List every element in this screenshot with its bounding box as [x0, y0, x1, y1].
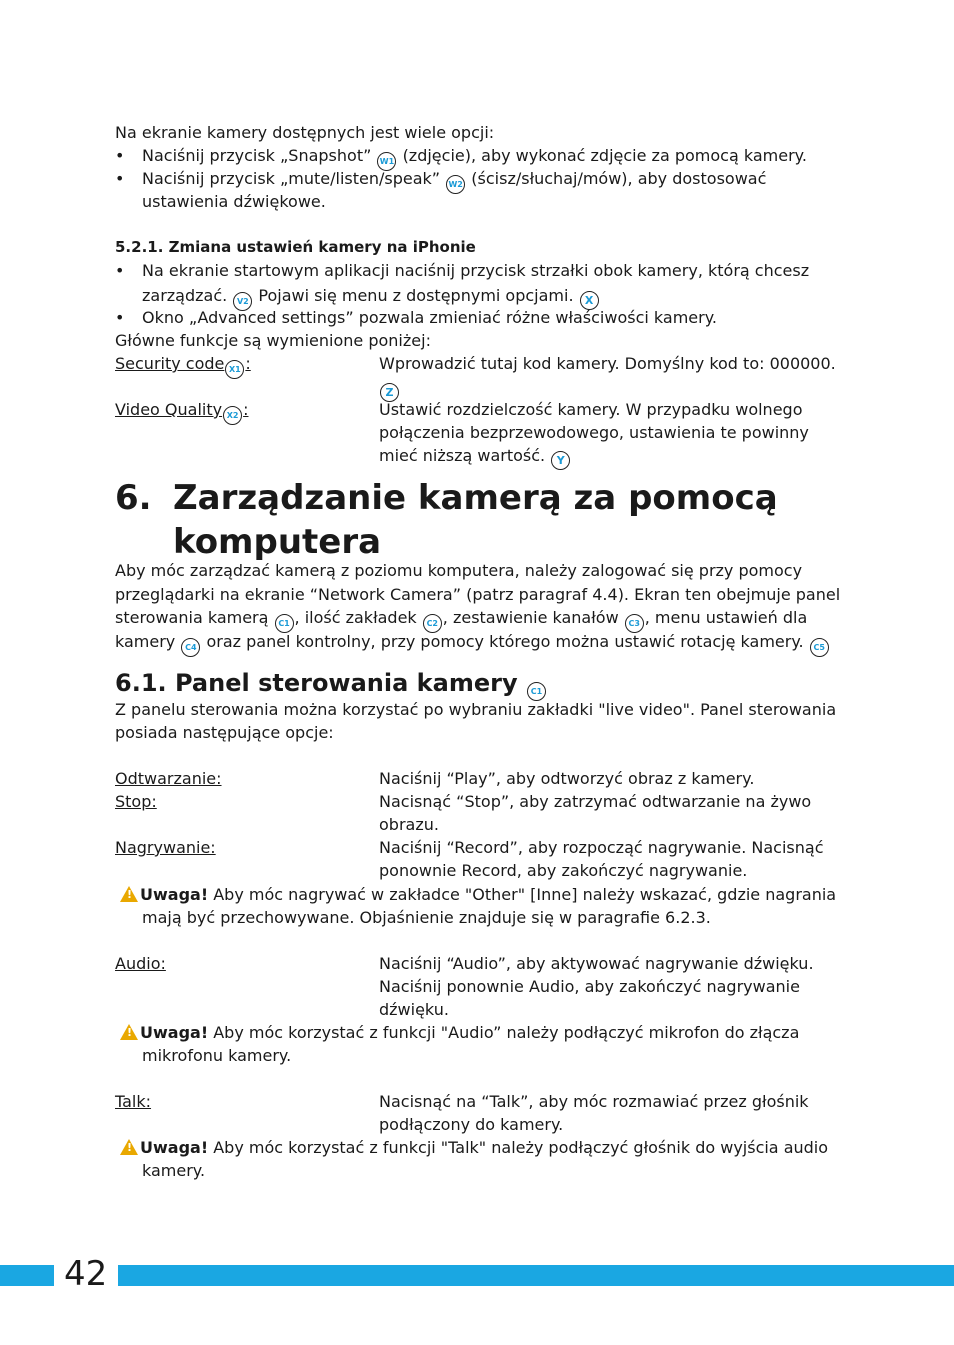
reference-badge: W1 [377, 152, 396, 171]
footer-bar-left [0, 1265, 54, 1286]
reference-badge: Y [551, 451, 570, 470]
bullet-dot: • [115, 261, 125, 280]
term-label: Security code [115, 354, 225, 373]
definition-term: Stop: [115, 792, 157, 811]
paragraph-text: oraz panel kontrolny, przy pomocy którego można ustawić rotację kamery. [206, 632, 804, 651]
definition-text-span: mieć niższą wartość. [379, 446, 546, 465]
reference-badge: C3 [625, 614, 644, 633]
list-item-continuation: ustawienia dźwiękowe. [142, 192, 326, 211]
warning-note [120, 883, 836, 906]
paragraph-line: Aby móc zarządzać kamerą z poziomu komputera, należy zalogować się przy pomocy [115, 561, 803, 580]
list-item-text: Na ekranie startowym aplikacji naciśnij przycisk strzałki obok kamery, którą chcesz [142, 261, 810, 280]
warning-label: Uwaga! [140, 1138, 209, 1157]
reference-badge: C1 [527, 682, 546, 701]
definition-text: obrazu. [379, 815, 439, 834]
list-item-text: (ścisz/słuchaj/mów), aby dostosować [471, 169, 767, 188]
paragraph-text: , ilość zakładek [294, 608, 417, 627]
bullet-dot: • [115, 169, 125, 188]
paragraph-line: przeglądarki na ekranie “Network Camera” (patrz paragraf 4.4). Ekran ten obejmuje panel [115, 585, 841, 604]
definition-text: połączenia bezprzewodowego, ustawienia te powinny [379, 423, 809, 442]
reference-badge: Z [380, 383, 399, 402]
definition-term: Talk: [115, 1092, 152, 1111]
definition-text: Naciśnij “Audio”, aby aktywować nagrywanie dźwięku. [379, 954, 814, 973]
warning-text: Aby móc korzystać z funkcji "Audio” należy podłączyć mikrofon do złącza [213, 1023, 800, 1042]
warning-text: Aby móc nagrywać w zakładce "Other" [Inne] należy wskazać, gdzie nagrania [213, 885, 837, 904]
definition-text: dźwięku. [379, 1000, 449, 1019]
section-heading-text: 6.1. Panel sterowania kamery [115, 669, 518, 697]
paragraph-text: , zestawienie kanałów [442, 608, 619, 627]
term-label: Video Quality [115, 400, 223, 419]
list-item-text: zarządzać. [142, 286, 228, 305]
paragraph-line [115, 630, 830, 657]
paragraph: Główne funkcje są wymienione poniżej: [115, 331, 431, 350]
reference-badge: C1 [275, 614, 294, 633]
list-item-text: Naciśnij przycisk „Snapshot” [142, 146, 372, 165]
list-item-text: (zdjęcie), aby wykonać zdjęcie za pomocą kamery. [402, 146, 807, 165]
definition-term: Security code X1 : [115, 352, 251, 379]
list-item-text: Pojawi się menu z dostępnymi opcjami. [258, 286, 574, 305]
reference-badge: V2 [233, 292, 252, 311]
warning-icon [120, 886, 138, 902]
footer-bar-right [118, 1265, 954, 1286]
warning-note [120, 1021, 799, 1044]
warning-text: mikrofonu kamery. [142, 1046, 292, 1065]
reference-badge: X2 [223, 406, 242, 425]
paragraph-line: Z panelu sterowania można korzystać po wybraniu zakładki "live video". Panel sterowania [115, 700, 837, 719]
definition-text: Nacisnąć “Stop”, aby zatrzymać odtwarzanie na żywo [379, 792, 812, 811]
warning-text: mają być przechowywane. Objaśnienie znajduje się w paragrafie 6.2.3. [142, 908, 711, 927]
warning-note [120, 1136, 828, 1159]
definition-text: ponownie Record, aby zakończyć nagrywanie. [379, 861, 748, 880]
definition-text: Naciśnij ponownie Audio, aby zakończyć nagrywanie [379, 977, 800, 996]
paragraph-line: posiada następujące opcje: [115, 723, 334, 742]
warning-label: Uwaga! [140, 1023, 209, 1042]
paragraph-text: kamery [115, 632, 176, 651]
warning-text: Aby móc korzystać z funkcji "Talk" należy podłączyć głośnik do wyjścia audio [213, 1138, 829, 1157]
definition-text: Nacisnąć na “Talk”, aby móc rozmawiać przez głośnik [379, 1092, 809, 1111]
definition-term: Nagrywanie: [115, 838, 216, 857]
definition-text: Naciśnij “Play”, aby odtworzyć obraz z kamery. [379, 769, 755, 788]
list-item-text: Okno „Advanced settings” pozwala zmieniać różne właściwości kamery. [142, 308, 717, 327]
section-heading [115, 667, 547, 701]
chapter-title-line: komputera [173, 522, 382, 562]
warning-label: Uwaga! [140, 885, 209, 904]
chapter-title-line: Zarządzanie kamerą za pomocą [173, 478, 778, 518]
reference-badge: X1 [225, 360, 244, 379]
list-item-text: Naciśnij przycisk „mute/listen/speak” [142, 169, 441, 188]
definition-term: Odtwarzanie: [115, 769, 222, 788]
bullet-dot: • [115, 146, 125, 165]
definition-text: Ustawić rozdzielczość kamery. W przypadku wolnego [379, 400, 803, 419]
subsection-heading: 5.2.1. Zmiana ustawień kamery na iPhonie [115, 238, 476, 256]
warning-icon [120, 1139, 138, 1155]
definition-text: Wprowadzić tutaj kod kamery. Domyślny kod to: 000000. [379, 354, 836, 373]
reference-badge: X [580, 291, 599, 310]
reference-badge: C2 [423, 614, 442, 633]
intro-text: Na ekranie kamery dostępnych jest wiele opcji: [115, 123, 495, 142]
bullet-dot: • [115, 308, 125, 327]
warning-icon [120, 1024, 138, 1040]
definition-text [379, 444, 571, 470]
definition-term: Audio: [115, 954, 166, 973]
reference-badge: C5 [810, 638, 829, 657]
definition-text: Naciśnij “Record”, aby rozpocząć nagrywanie. Nacisnąć [379, 838, 824, 857]
paragraph-text: sterowania kamerą [115, 608, 269, 627]
page-number: 42 [64, 1254, 108, 1294]
chapter-number: 6. [115, 478, 152, 518]
paragraph-line [115, 606, 807, 633]
reference-badge: W2 [446, 175, 465, 194]
definition-text: podłączony do kamery. [379, 1115, 564, 1134]
paragraph-text: , menu ustawień dla [644, 608, 808, 627]
reference-badge: C4 [181, 638, 200, 657]
definition-term: Video Quality X2 : [115, 398, 248, 425]
warning-text: kamery. [142, 1161, 206, 1180]
